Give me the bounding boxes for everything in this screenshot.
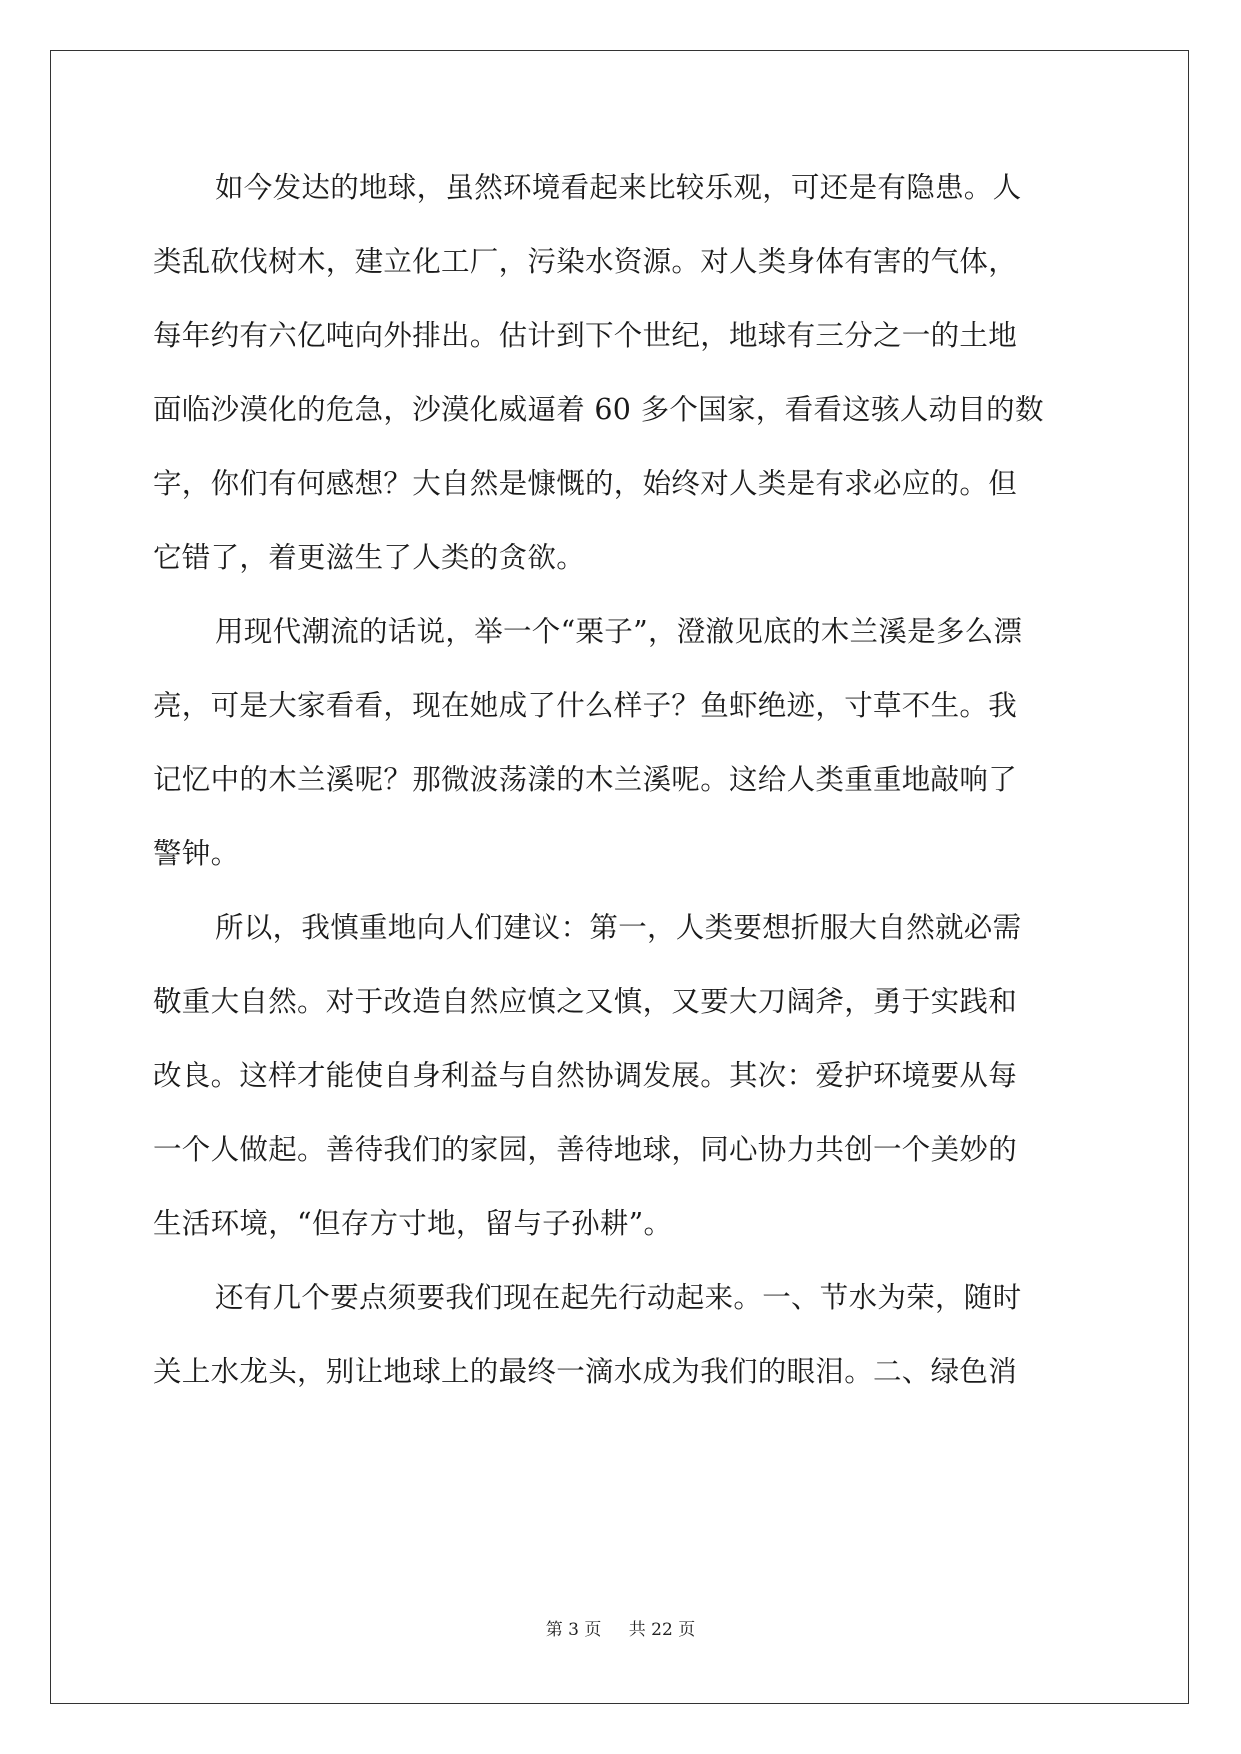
paragraph-2-line-1: 用现代潮流的话说，举一个“栗子”，澄澈见底的木兰溪是多么漂 bbox=[215, 615, 1023, 648]
page-number: 第 3 页 bbox=[545, 1620, 602, 1640]
page-footer bbox=[0, 1618, 1241, 1642]
paragraph-2-line-3: 记忆中的木兰溪呢？那微波荡漾的木兰溪呢。这给人类重重地敲响了 bbox=[153, 763, 1018, 796]
paragraph-1-line-5: 字，你们有何感想？大自然是慷慨的，始终对人类是有求必应的。但 bbox=[153, 467, 1018, 500]
paragraph-3-line-4: 一个人做起。善待我们的家园，善待地球，同心协力共创一个美妙的 bbox=[153, 1133, 1018, 1166]
page-border bbox=[50, 50, 1189, 1704]
paragraph-2-line-4: 警钟。 bbox=[153, 837, 240, 870]
paragraph-1-line-1: 如今发达的地球，虽然环境看起来比较乐观，可还是有隐患。人 bbox=[215, 171, 1022, 204]
paragraph-4-line-1: 还有几个要点须要我们现在起先行动起来。一、节水为荣，随时 bbox=[215, 1281, 1022, 1314]
paragraph-3-line-1: 所以，我慎重地向人们建议：第一，人类要想折服大自然就必需 bbox=[215, 911, 1022, 944]
paragraph-2-line-2: 亮，可是大家看看，现在她成了什么样子？鱼虾绝迹，寸草不生。我 bbox=[153, 689, 1018, 722]
paragraph-1-line-3: 每年约有六亿吨向外排出。估计到下个世纪，地球有三分之一的土地 bbox=[153, 319, 1018, 352]
paragraph-3-line-3: 改良。这样才能使自身利益与自然协调发展。其次：爱护环境要从每 bbox=[153, 1059, 1018, 1092]
page-total: 共 22 页 bbox=[628, 1620, 696, 1640]
paragraph-1-line-4: 面临沙漠化的危急，沙漠化威逼着 60 多个国家，看看这骇人动目的数 bbox=[153, 393, 1044, 426]
paragraph-1-line-6: 它错了，着更滋生了人类的贪欲。 bbox=[153, 541, 586, 574]
paragraph-4-line-2: 关上水龙头，别让地球上的最终一滴水成为我们的眼泪。二、绿色消 bbox=[153, 1355, 1018, 1388]
paragraph-3-line-5: 生活环境，“但存方寸地，留与子孙耕”。 bbox=[153, 1207, 673, 1240]
paragraph-3-line-2: 敬重大自然。对于改造自然应慎之又慎，又要大刀阔斧，勇于实践和 bbox=[153, 985, 1018, 1018]
paragraph-1-line-2: 类乱砍伐树木，建立化工厂，污染水资源。对人类身体有害的气体， bbox=[153, 245, 1018, 278]
